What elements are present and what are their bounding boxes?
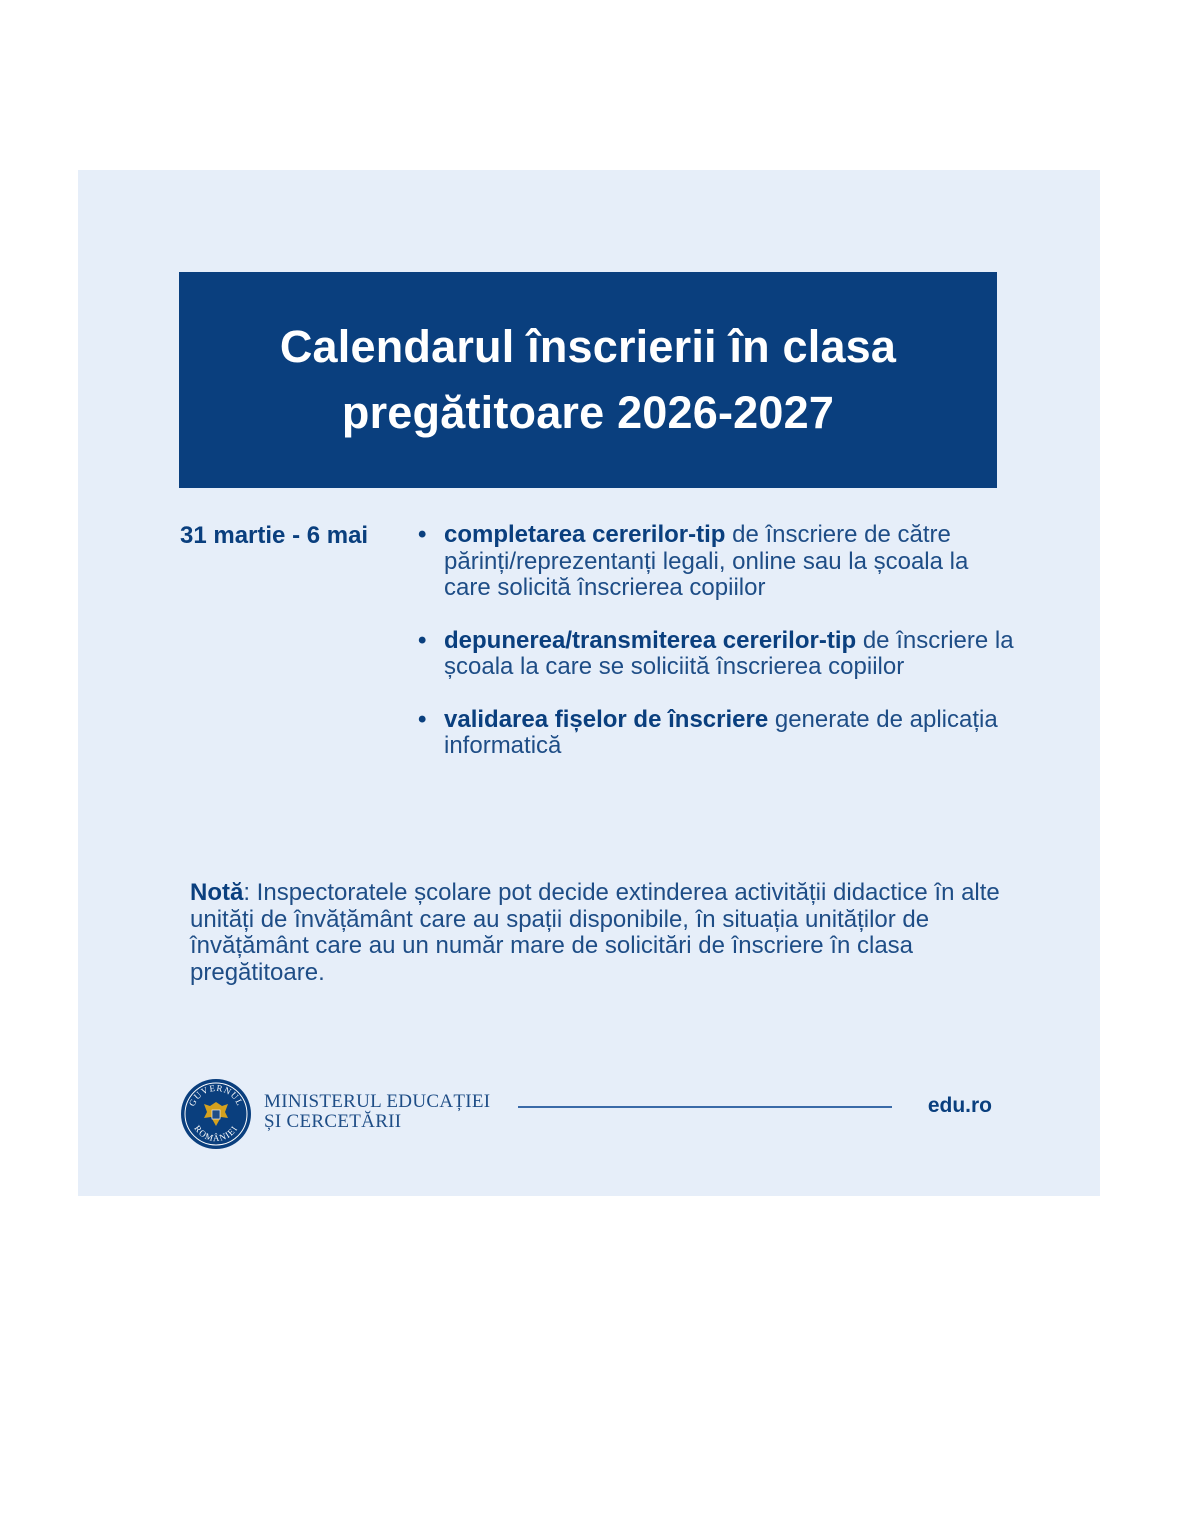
- note-label: Notă: [190, 879, 244, 906]
- item-bold-text: completarea cererilor-tip: [444, 521, 726, 548]
- list-item: [418, 707, 1018, 760]
- title-line-1: Calendarul înscrierii în clasa: [279, 321, 897, 372]
- note-text: : Inspectoratele școlare pot decide extinderea activității didactice în alte unități de învățământ care au spații disponibile, în situația unităților de învățământ care au un număr mare de solicitări de înscriere în clasa pregătitoare.: [190, 879, 1000, 986]
- item-text: de înscriere de către părinți/reprezentanți legali, online sau la școala la care solicită înscrierea copiilor: [444, 521, 969, 601]
- footer: [180, 1078, 998, 1152]
- title-line-2: pregătitoare 2026-2027: [341, 387, 835, 438]
- ministry-line-1: MINISTERUL EDUCAȚIEI: [264, 1091, 491, 1112]
- seal-top-text: GUVERNUL: [186, 1082, 246, 1108]
- date-range: 31 martie - 6 mai: [180, 522, 369, 549]
- website-link[interactable]: edu.ro: [927, 1094, 992, 1117]
- list-item: [418, 628, 1018, 681]
- item-bold-text: validarea fișelor de înscriere: [444, 705, 769, 733]
- title-banner: [179, 272, 997, 488]
- divider: [518, 1106, 892, 1108]
- government-seal-icon: [180, 1078, 252, 1150]
- bullet-icon: •: [418, 705, 427, 733]
- item-text: generate de aplicația informatică: [444, 705, 998, 759]
- item-text: de înscriere la școala la care se soliciită înscrierea copiilor: [444, 626, 1014, 680]
- ministry-name: [264, 1092, 490, 1132]
- announcement-card: [78, 170, 1100, 1196]
- bullet-icon: •: [418, 521, 427, 548]
- bullet-icon: •: [418, 626, 427, 654]
- seal-bottom-text: ROMÂNIEI: [192, 1123, 240, 1144]
- item-bold-text: depunerea/transmiterea cererilor-tip: [444, 626, 857, 654]
- note-paragraph: [190, 880, 1020, 986]
- activity-list: [418, 522, 1018, 786]
- ministry-line-2: ȘI CERCETĂRII: [264, 1111, 402, 1132]
- list-item: [418, 522, 1018, 602]
